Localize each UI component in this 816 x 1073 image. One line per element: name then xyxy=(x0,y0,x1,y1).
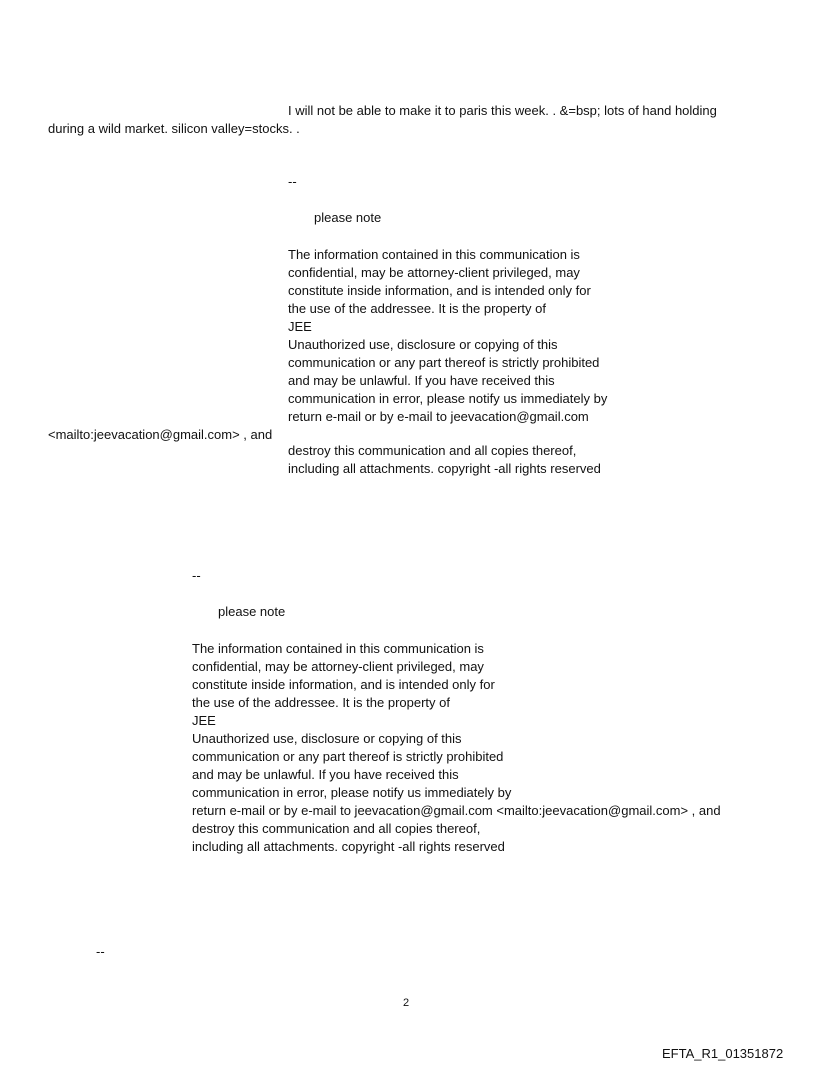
notice-line: including all attachments. copyright -all rights reserved xyxy=(288,461,601,476)
page-number: 2 xyxy=(403,997,410,1009)
notice-line: confidential, may be attorney-client privileged, may xyxy=(288,265,580,280)
notice-line: including all attachments. copyright -all rights reserved xyxy=(192,839,505,854)
notice-line: and may be unlawful. If you have received this xyxy=(192,767,459,782)
signature-separator: -- xyxy=(288,174,297,189)
confidentiality-notice-1 xyxy=(288,246,607,426)
notice-heading: please note xyxy=(314,210,382,225)
notice-line: Unauthorized use, disclosure or copying of this xyxy=(192,731,462,746)
notice-line: JEE xyxy=(192,713,216,728)
notice-line: communication or any part thereof is strictly prohibited xyxy=(192,749,504,764)
notice-line: communication or any part thereof is strictly prohibited xyxy=(288,355,600,370)
notice-line: JEE xyxy=(288,319,312,334)
intro-line-1: I will not be able to make it to paris this week. . &=bsp; lots of hand holding xyxy=(288,103,717,118)
notice-line: Unauthorized use, disclosure or copying of this xyxy=(288,337,558,352)
notice-line: and may be unlawful. If you have received this xyxy=(288,373,555,388)
notice-line: constitute inside information, and is intended only for xyxy=(192,677,495,692)
notice-line: return e-mail or by e-mail to jeevacation@gmail.com xyxy=(288,409,589,424)
notice-line: The information contained in this communication is xyxy=(192,641,484,656)
signature-separator: -- xyxy=(96,944,105,959)
signature-separator: -- xyxy=(192,568,201,583)
notice-line: destroy this communication and all copies thereof, xyxy=(192,821,481,836)
notice-line: communication in error, please notify us immediately by xyxy=(192,785,512,800)
notice-line: communication in error, please notify us immediately by xyxy=(288,391,608,406)
mailto-link[interactable]: <mailto:jeevacation@gmail.com> , and xyxy=(48,427,273,442)
confidentiality-notice-2 xyxy=(192,640,721,856)
notice-line: The information contained in this communication is xyxy=(288,247,580,262)
intro-line-2: during a wild market. silicon valley=stocks. . xyxy=(48,121,300,136)
notice-line: confidential, may be attorney-client privileged, may xyxy=(192,659,484,674)
notice-heading: please note xyxy=(218,604,286,619)
notice-line: the use of the addressee. It is the property of xyxy=(288,301,546,316)
notice-line: the use of the addressee. It is the property of xyxy=(192,695,450,710)
notice-line: constitute inside information, and is intended only for xyxy=(288,283,591,298)
confidentiality-notice-1-end xyxy=(288,442,601,478)
notice-line: destroy this communication and all copies thereof, xyxy=(288,443,577,458)
bates-number: EFTA_R1_01351872 xyxy=(662,1046,784,1061)
notice-line-with-mailto[interactable]: return e-mail or by e-mail to jeevacation@gmail.com <mailto:jeevacation@gmail.com> , and xyxy=(192,803,721,818)
